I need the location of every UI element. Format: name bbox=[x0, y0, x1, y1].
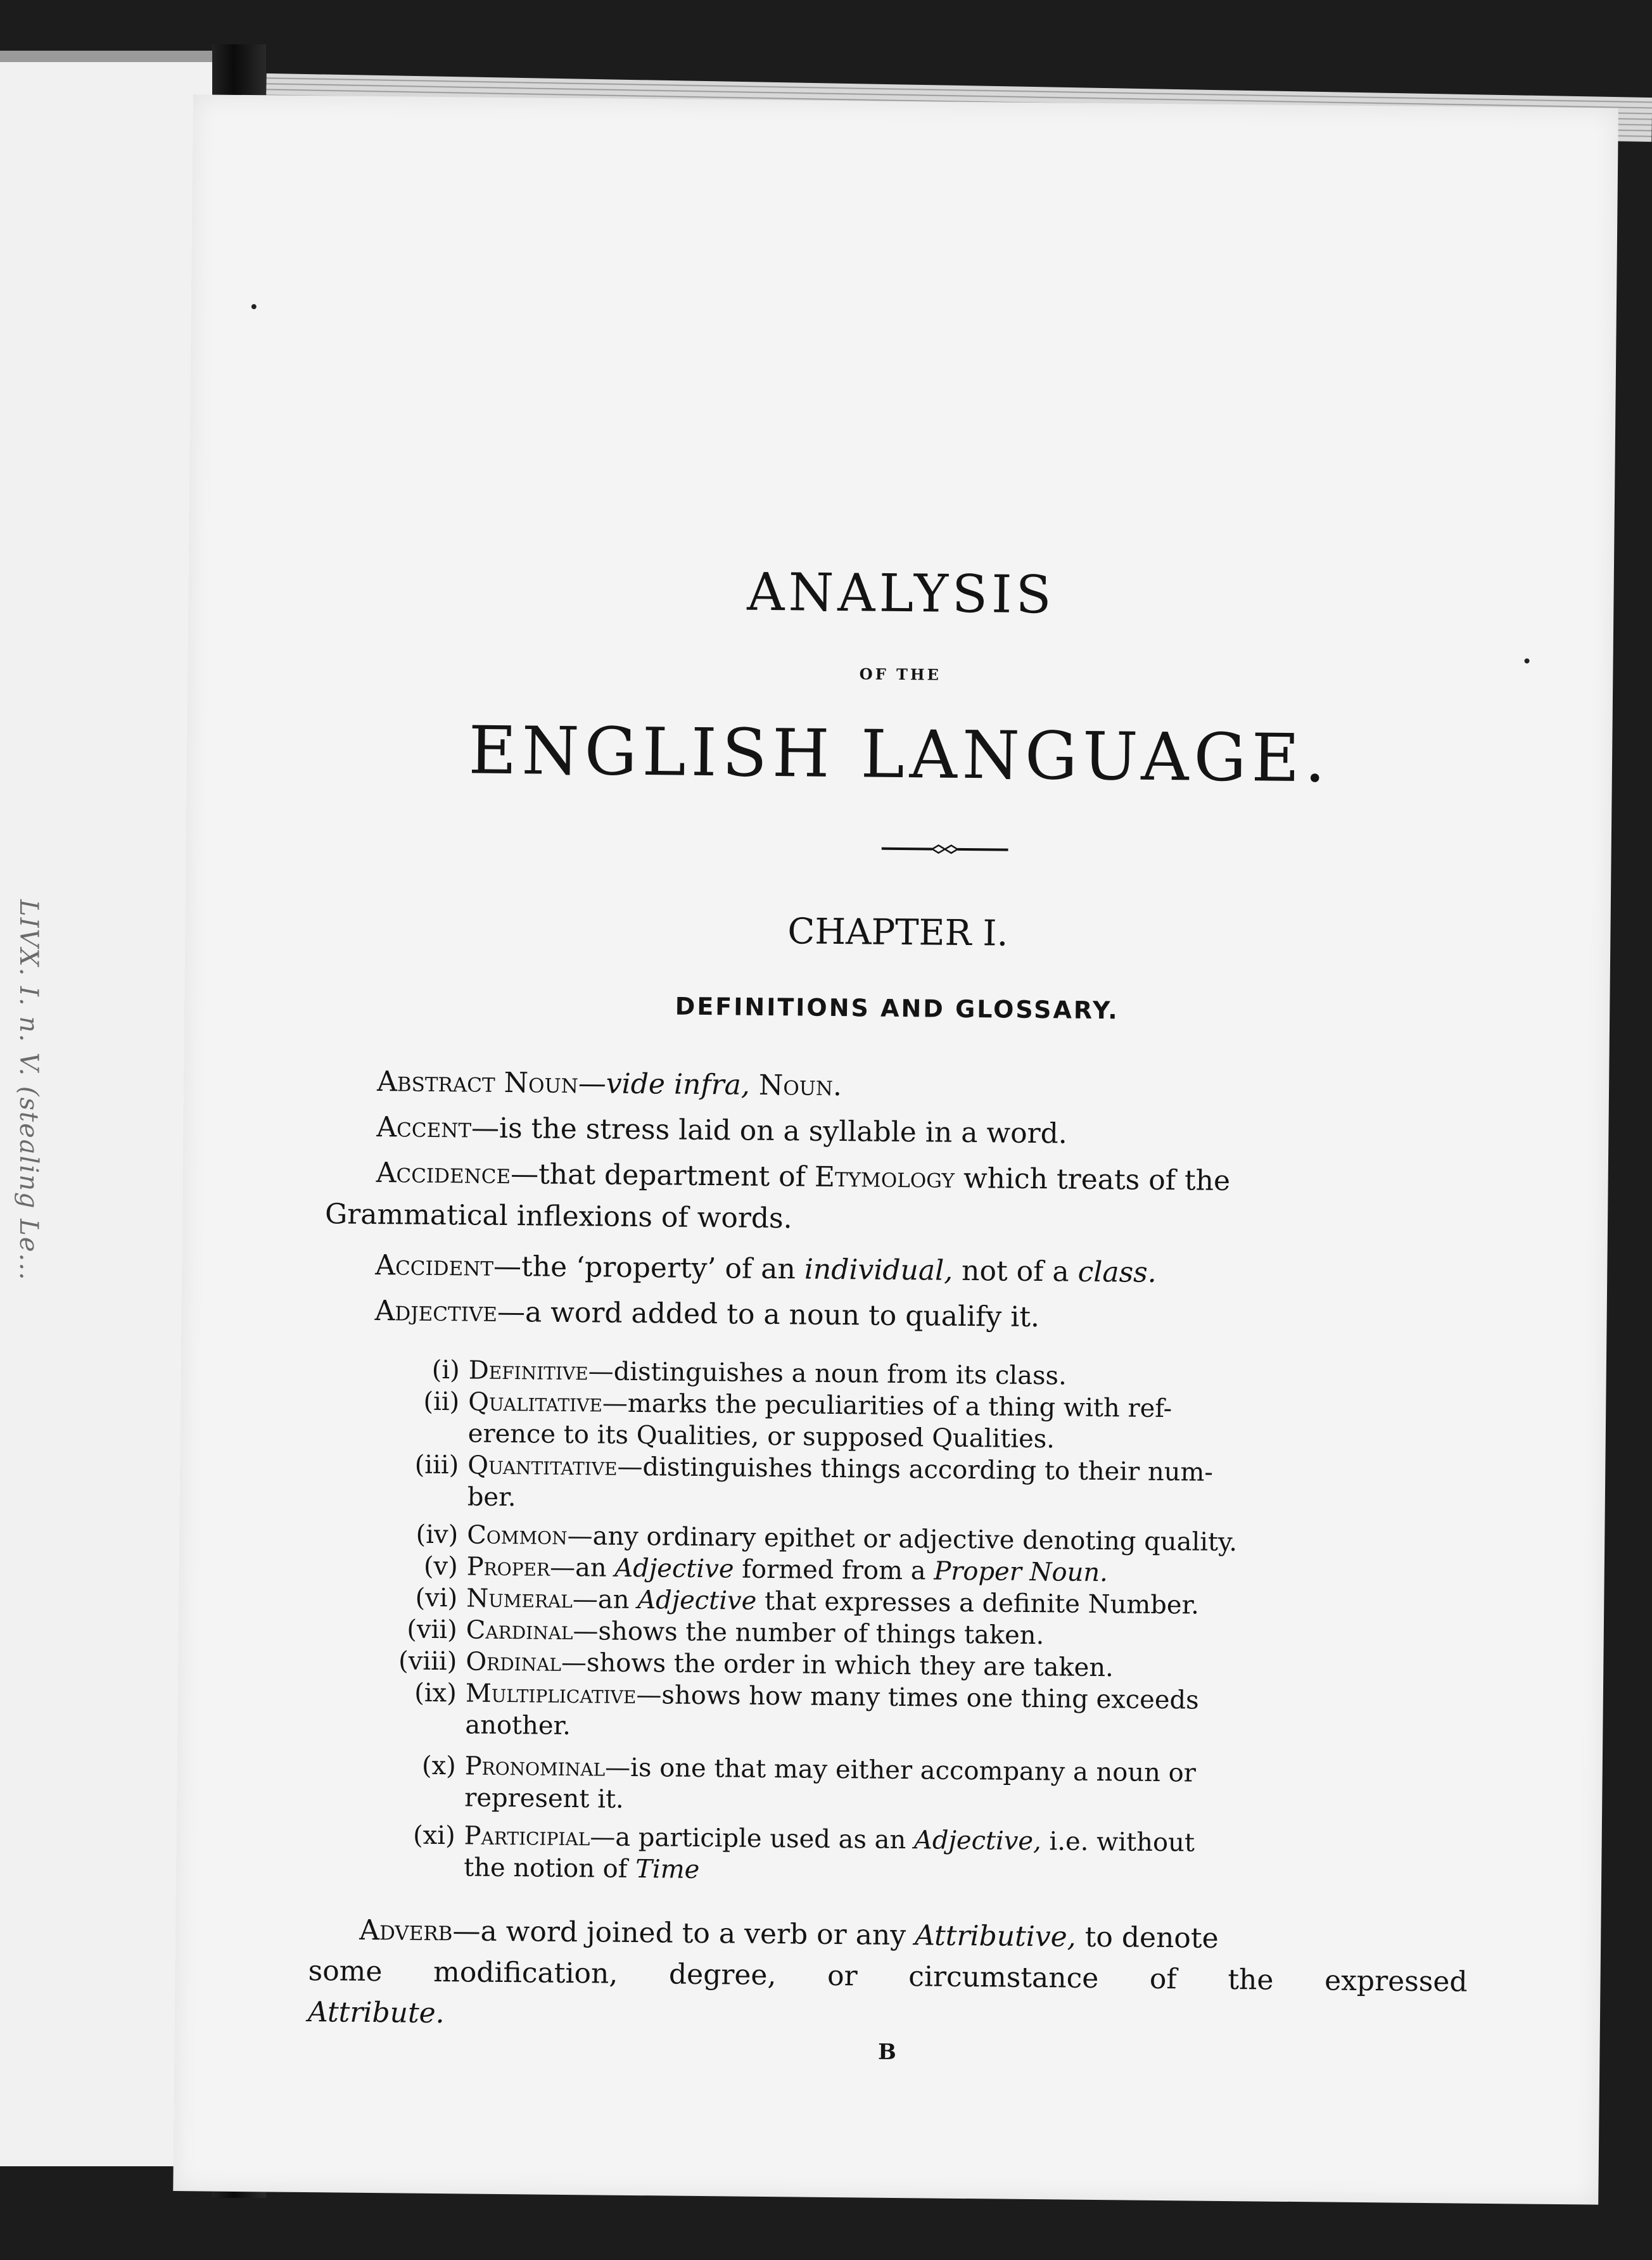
entry-accident bbox=[375, 1243, 1157, 1296]
item-continuation: ber. bbox=[467, 1482, 516, 1513]
item-number: (v) bbox=[423, 1551, 458, 1582]
entry-italic: class. bbox=[1077, 1255, 1157, 1289]
adjective-type-qualitative bbox=[371, 1385, 1172, 1456]
entry-head: Abstract Noun bbox=[376, 1065, 579, 1100]
item-text: i.e. without bbox=[1041, 1827, 1195, 1858]
right-page bbox=[173, 94, 1618, 2204]
item-text: formed from a bbox=[734, 1554, 934, 1586]
entry-text: not of a bbox=[952, 1254, 1078, 1288]
item-text: —a participle used as an bbox=[590, 1822, 915, 1855]
speck bbox=[1525, 658, 1530, 663]
entry-text: —the ‘property’ of an bbox=[493, 1250, 805, 1286]
item-head: Numeral bbox=[466, 1584, 573, 1615]
entry-italic: individual, bbox=[804, 1253, 953, 1287]
signature-mark: B bbox=[877, 2039, 897, 2065]
title-analysis: ANALYSIS bbox=[746, 562, 1056, 626]
entry-abstract-noun bbox=[377, 1059, 842, 1109]
item-text: —is one that may either accompany a noun or bbox=[604, 1753, 1197, 1788]
entry-head: Accidence bbox=[376, 1157, 511, 1191]
entry-text: to denote bbox=[1076, 1920, 1219, 1955]
item-text: —distinguishes things according to their num- bbox=[617, 1452, 1214, 1487]
item-continuation bbox=[366, 1851, 1195, 1891]
item-continuation: another. bbox=[465, 1710, 571, 1741]
entry-head: Accident bbox=[375, 1249, 494, 1283]
entry-text: —a word added to a noun to qualify it. bbox=[497, 1295, 1040, 1334]
entry-accent bbox=[376, 1105, 1067, 1157]
entry-accidence-continued: Grammatical inflexions of words. bbox=[324, 1198, 792, 1235]
item-head: Ordinal bbox=[466, 1647, 562, 1677]
entry-adverb-line-3 bbox=[308, 1990, 445, 2036]
item-head: Quantitative bbox=[467, 1451, 618, 1482]
item-number: (iv) bbox=[416, 1520, 459, 1550]
item-number: (xi) bbox=[412, 1820, 455, 1851]
item-text: that expresses a definite Number. bbox=[756, 1586, 1200, 1620]
adjective-type-pronominal bbox=[367, 1749, 1196, 1821]
left-page-spine-text: LIVX. I. n. V. (stealing Le... bbox=[14, 899, 43, 1281]
item-text: —an bbox=[572, 1585, 638, 1615]
item-head: Proper bbox=[466, 1552, 550, 1582]
item-head: Pronominal bbox=[464, 1751, 606, 1782]
item-text: —an bbox=[549, 1552, 615, 1583]
item-number: (ix) bbox=[414, 1678, 457, 1708]
item-head: Participial bbox=[464, 1821, 590, 1852]
item-head: Qualitative bbox=[468, 1387, 603, 1418]
item-head: Multiplicative bbox=[465, 1679, 637, 1710]
title-english-language: ENGLISH LANGUAGE. bbox=[468, 711, 1331, 797]
item-text: —any ordinary epithet or adjective denoting quality. bbox=[567, 1521, 1238, 1558]
item-number: (vi) bbox=[415, 1583, 458, 1613]
title-of-the: OF THE bbox=[859, 664, 942, 684]
item-italic: Proper Noun. bbox=[934, 1556, 1109, 1588]
item-number: (ii) bbox=[423, 1387, 460, 1417]
speck bbox=[251, 304, 257, 309]
entry-italic: Attribute. bbox=[307, 1996, 445, 2030]
item-italic: Adjective, bbox=[913, 1825, 1042, 1857]
entry-text: —a word joined to a verb or any bbox=[452, 1915, 915, 1952]
item-continuation: represent it. bbox=[464, 1783, 624, 1814]
entry-head: Adjective bbox=[374, 1295, 498, 1328]
entry-text: Noun. bbox=[749, 1069, 842, 1103]
entry-adverb-line-2: some modification, degree, or circumstance of the expressed bbox=[308, 1955, 1468, 1998]
item-text: —shows the number of things taken. bbox=[573, 1616, 1045, 1651]
item-italic: Adjective bbox=[614, 1553, 734, 1584]
adjective-type-participial bbox=[366, 1819, 1195, 1891]
item-text: —shows the order in which they are taken. bbox=[561, 1647, 1114, 1683]
item-italic: Adjective bbox=[637, 1585, 757, 1616]
adjective-type-quantitative bbox=[370, 1449, 1214, 1520]
ornament-rule-icon bbox=[882, 842, 1008, 856]
item-continuation: erence to its Qualities, or supposed Qualities. bbox=[467, 1419, 1055, 1454]
item-number: (i) bbox=[431, 1355, 460, 1385]
item-number: (vii) bbox=[407, 1615, 458, 1645]
left-page-top-edge bbox=[0, 51, 215, 62]
entry-italic: —vide infra, bbox=[578, 1067, 751, 1101]
item-text: —distinguishes a noun from its class. bbox=[588, 1357, 1067, 1391]
item-text: —marks the peculiarities of a thing with ref- bbox=[602, 1388, 1172, 1424]
item-text: —shows how many times one thing exceeds bbox=[636, 1680, 1199, 1715]
item-number: (iii) bbox=[414, 1450, 459, 1480]
item-number: (viii) bbox=[398, 1646, 457, 1677]
entry-text: which treats of the bbox=[954, 1162, 1231, 1197]
adjective-type-multiplicative bbox=[367, 1677, 1199, 1748]
item-number: (x) bbox=[421, 1751, 456, 1781]
entry-head: Accent bbox=[376, 1111, 472, 1145]
entry-text: —that department of bbox=[510, 1158, 815, 1193]
item-head: Cardinal bbox=[466, 1615, 573, 1646]
chapter-heading: CHAPTER I. bbox=[787, 911, 1008, 955]
entry-head: Adverb bbox=[359, 1914, 453, 1948]
item-text: the notion of bbox=[463, 1853, 636, 1884]
entry-head-etymology: Etymology bbox=[814, 1160, 955, 1195]
section-heading: DEFINITIONS AND GLOSSARY. bbox=[675, 992, 1119, 1025]
item-italic: Time bbox=[635, 1855, 700, 1885]
entry-adjective bbox=[374, 1288, 1039, 1340]
item-head: Definitive bbox=[468, 1355, 588, 1387]
entry-italic: Attributive, bbox=[914, 1919, 1076, 1953]
item-head: Common bbox=[467, 1520, 568, 1551]
entry-text: —is the stress laid on a syllable in a word. bbox=[471, 1112, 1068, 1150]
